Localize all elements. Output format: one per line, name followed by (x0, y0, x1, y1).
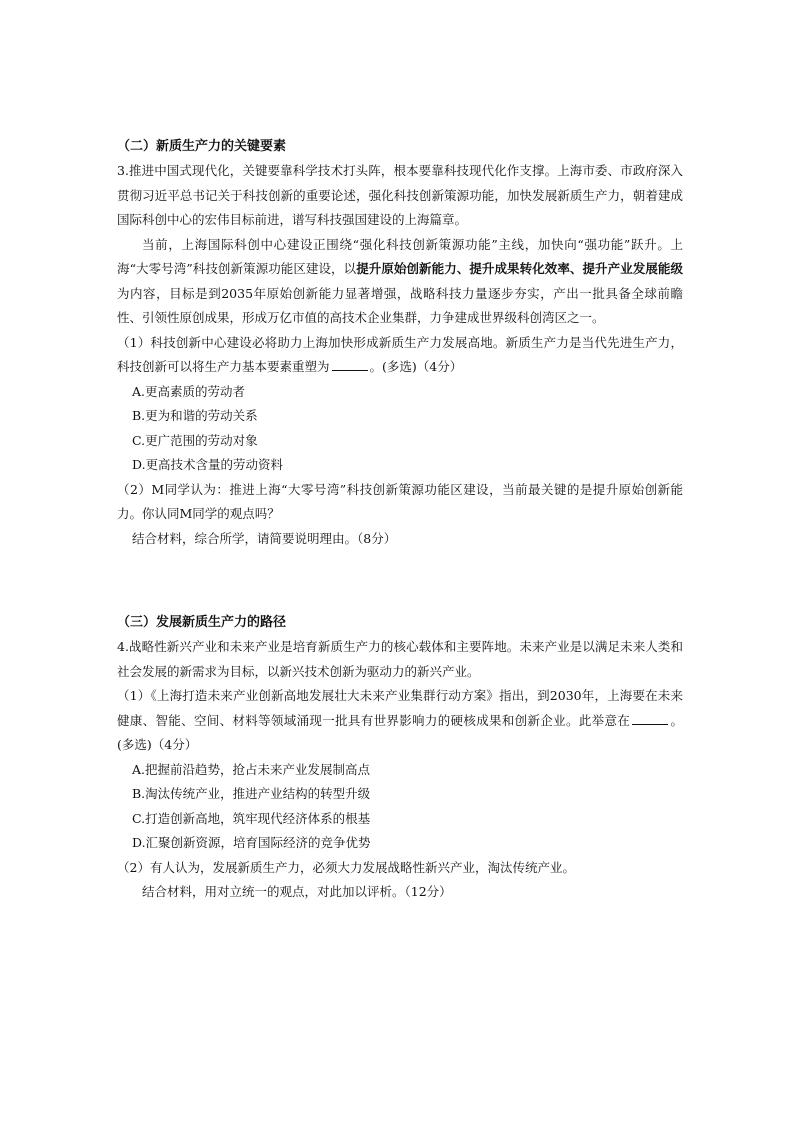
option-b: B.更为和谐的劳动关系 (132, 408, 258, 423)
stem-score: 。(多选)（4分） (369, 359, 463, 374)
answer-blank (632, 711, 668, 725)
stem-text: （1）《上海打造未来产业创新高地发展壮大未来产业集群行动方案》指出，到2030年，上海要在未来健康、智能、空间、材料等领域涌现一批具有世界影响力的硬核成果和创新企业。此举意在 (117, 688, 683, 728)
sub-question-2-stem: （2）有人认为，发展新质生产力，必须大力发展战略性新兴产业，淘汰传统产业。 (117, 859, 575, 875)
sub-question-1-stem (117, 331, 683, 380)
option-d: D.汇聚创新资源，培育国际经济的竞争优势 (132, 835, 371, 850)
option-c: C.更广范围的劳动对象 (132, 432, 258, 448)
material-text: 当前，上海国际科创中心建设正围绕“强化科技创新策源功能”主线，加快向“强功能”跃升。上海“大零号湾”科技创新策源功能区建设，以 (117, 236, 683, 276)
question-4-intro: 4.战略性新兴产业和未来产业是培育新质生产力的核心载体和主要阵地。未来产业是以满足未来人类和社会发展的新需求为目标，以新兴技术创新为驱动力的新兴产业。 (117, 639, 683, 679)
question-3-material (117, 233, 683, 331)
material-bold-text: 提升原始创新能力、提升成果转化效率、提升产业发展能级 (356, 261, 683, 276)
sub-question-1-stem (117, 684, 683, 758)
section-development-path (117, 610, 683, 905)
section-heading: （二）新质生产力的关键要素 (117, 139, 287, 154)
sub-question-2-instruction: 结合材料，综合所学，请简要说明理由。（8分） (132, 530, 397, 546)
option-a: A.更高素质的劳动者 (132, 383, 246, 399)
option-c: C.打造创新高地，筑牢现代经济体系的根基 (132, 810, 371, 826)
option-d: D.更高技术含量的劳动资料 (132, 457, 284, 472)
section-heading: （三）发展新质生产力的路径 (117, 615, 287, 630)
sub-question-2-instruction: 结合材料，用对立统一的观点，对此加以评析。（12分） (142, 884, 452, 899)
sub-question-2-stem: （2）M同学认为：推进上海“大零号湾”科技创新策源功能区建设，当前最关键的是提升原始创新能力。你认同M同学的观点吗？ (117, 481, 683, 521)
stem-text: （1）科技创新中心建设必将助力上海加快形成新质生产力发展高地。新质生产力是当代先进生产力，科技创新可以将生产力基本要素重塑为 (117, 334, 683, 374)
question-3-intro: 3.推进中国式现代化，关键要靠科学技术打头阵，根本要靠科技现代化作支撑。上海市委、市政府深入贯彻习近平总书记关于科技创新的重要论述，强化科技创新策源功能，加快发展新质生产力，朝着建成国际科创中心的宏伟目标前进，谱写科技强国建设的上海篇章。 (117, 163, 683, 227)
section-key-elements (117, 134, 683, 551)
stem-score: 。(多选)（4分） (117, 712, 683, 752)
option-b: B.淘汰传统产业，推进产业结构的转型升级 (132, 786, 371, 801)
answer-blank (332, 357, 368, 371)
material-text-end: 为内容，目标是到2035年原始创新能力显著增强，战略科技力量逐步夯实，产出一批具备全球前瞻性、引领性原创成果，形成万亿市值的高技术企业集群，力争建成世界级科创湾区之一。 (117, 285, 683, 325)
option-a: A.把握前沿趋势，抢占未来产业发展制高点 (132, 761, 371, 777)
